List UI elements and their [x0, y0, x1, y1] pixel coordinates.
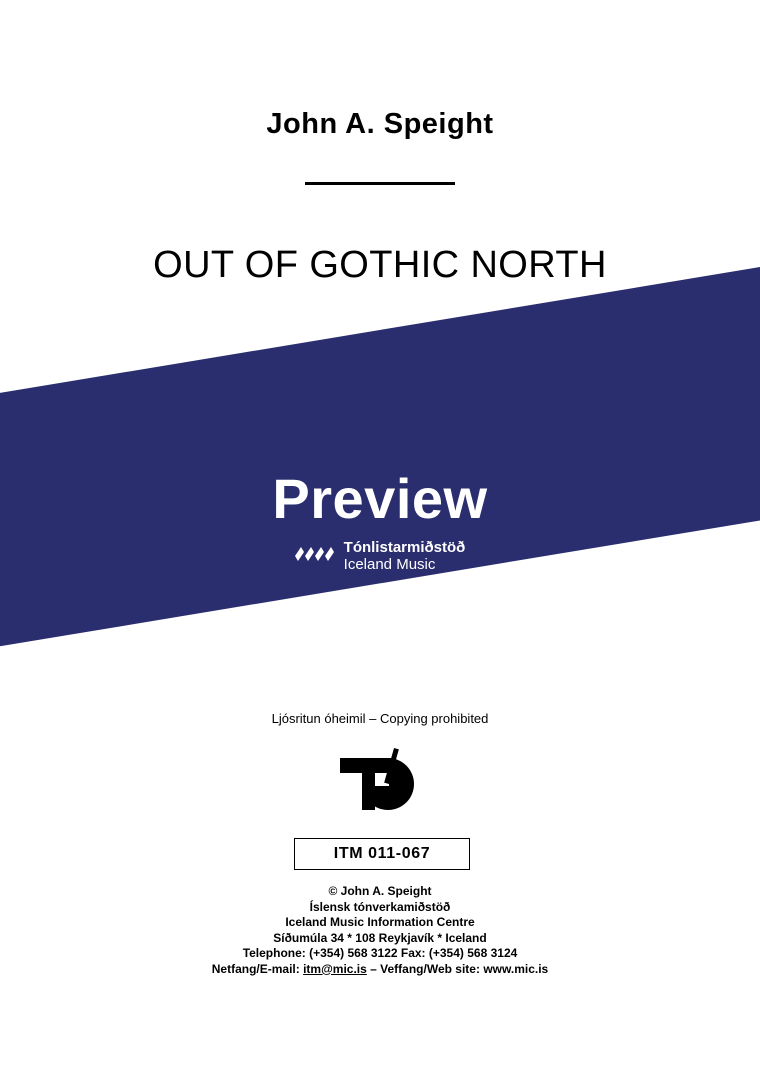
publisher-imprint [0, 884, 760, 977]
email-link[interactable]: itm@mic.is [303, 961, 367, 976]
work-title: OUT OF GOTHIC NORTH [153, 244, 607, 286]
imprint-publisher-is: Íslensk tónverkamiðstöð [309, 899, 451, 914]
title-divider-rule [305, 182, 455, 185]
publisher-emblem-icon [340, 748, 420, 810]
logo-line-english: Iceland Music [343, 556, 436, 574]
imprint-publisher-en: Iceland Music Information Centre [285, 915, 475, 929]
composer-name: John A. Speight [266, 108, 494, 140]
emblem-stem [362, 758, 375, 810]
imprint-phone-fax: Telephone: (+354) 568 3122 Fax: (+354) 568 3124 [242, 946, 518, 960]
imprint-email-prefix: Netfang/E-mail: [211, 961, 304, 976]
website-text[interactable]: www.mic.is [483, 961, 549, 976]
preview-watermark-band [0, 261, 760, 648]
catalogue-number-box: ITM 011-067 [294, 838, 470, 870]
imprint-contact-line [0, 962, 760, 978]
imprint-address: Síðumúla 34 * 108 Reykjavík * Iceland [273, 930, 487, 945]
logo-line-icelandic: Tónlistarmiðstöð [343, 538, 466, 556]
imprint-web-prefix: – Veffang/Web site: [366, 961, 484, 976]
imprint-copyright: © John A. Speight [328, 884, 432, 898]
copying-prohibited-notice: Ljósritun óheimil – Copying prohibited [271, 711, 489, 726]
preview-label: Preview [272, 467, 488, 530]
